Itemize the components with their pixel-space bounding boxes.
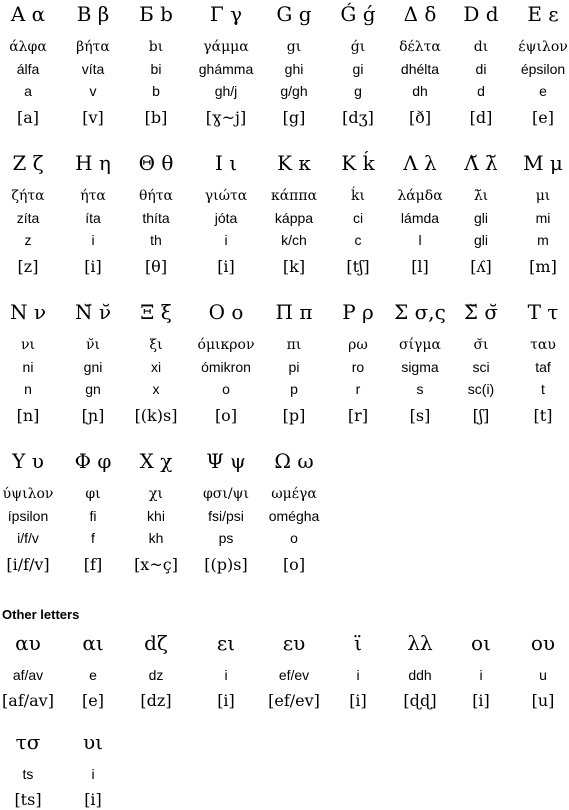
letter-name-latin: fi <box>89 508 97 524</box>
ipa: [g] <box>282 108 306 127</box>
ipa: [ɖɖ] <box>403 691 437 710</box>
ipa: [tʃ] <box>346 257 370 276</box>
letter-name-latin: ómikron <box>201 359 251 375</box>
transliteration: i <box>224 667 228 683</box>
transliteration: sc(i) <box>467 381 495 397</box>
letter-glyph: Ε ε <box>527 2 559 26</box>
ipa: [d] <box>469 108 493 127</box>
ipa: [b] <box>144 108 168 127</box>
ipa: [θ] <box>144 257 168 276</box>
letter-name-latin: álfa <box>16 61 40 77</box>
letter-glyph: Μ μ <box>523 151 563 175</box>
letter-name-latin: ro <box>351 359 365 375</box>
letter-name-latin: omégha <box>268 508 320 524</box>
letter-glyph: Κ κ <box>277 151 311 175</box>
transliteration: gh/j <box>214 83 238 99</box>
ipa: [e] <box>532 108 554 127</box>
letter-glyph: Λ̆ λ̆ <box>464 151 498 175</box>
ipa: [i] <box>84 790 102 809</box>
transliteration: ef/ev <box>278 667 310 683</box>
letter-name-latin: xi <box>150 359 162 375</box>
transliteration: b <box>152 83 160 99</box>
digraph-glyph: λλ <box>407 631 433 655</box>
transliteration: e <box>89 667 97 683</box>
letter-name-greek: ξι <box>149 337 163 353</box>
ipa: [i] <box>217 691 235 710</box>
ipa: [k] <box>282 257 306 276</box>
ipa: [dz] <box>140 691 172 710</box>
letter-name-greek: ǵι <box>350 39 366 55</box>
digraph-glyph: dζ <box>144 631 168 655</box>
letter-glyph: Λ λ <box>403 151 437 175</box>
transliteration: ddh <box>408 667 432 683</box>
transliteration: i <box>91 766 95 782</box>
letter-name-greek: λάμδα <box>397 188 443 204</box>
ipa: [(k)s] <box>134 406 178 425</box>
digraph-glyph: τσ <box>15 730 41 754</box>
ipa: [m] <box>529 257 557 276</box>
transliteration: i <box>479 667 483 683</box>
letter-name-greek: bι <box>148 39 164 55</box>
letter-name-latin: jóta <box>214 210 238 226</box>
letter-name-latin: di <box>475 61 487 77</box>
letter-name-latin: ghámma <box>198 61 254 77</box>
letter-name-latin: bi <box>150 61 162 77</box>
transliteration: dz <box>148 667 164 683</box>
letter-glyph: D d <box>463 2 499 26</box>
transliteration: z <box>24 232 32 248</box>
letter-name-greek: φσι/ψι <box>202 486 250 502</box>
ipa: [a] <box>16 108 40 127</box>
letter-name-latin: ni <box>22 359 34 375</box>
ipa: [i] <box>84 257 102 276</box>
letter-name-latin: lámda <box>400 210 440 226</box>
transliteration: kh <box>148 530 164 546</box>
letter-name-greek: dι <box>473 39 489 55</box>
ipa: [t] <box>533 406 553 425</box>
letter-name-latin: thíta <box>142 210 170 226</box>
letter-name-greek: γάμμα <box>203 39 249 55</box>
digraph-glyph: υι <box>83 730 103 754</box>
letter-glyph: Ι ι <box>214 151 238 175</box>
letter-name-greek: ν̆ι <box>86 337 100 353</box>
transliteration: t <box>541 381 545 397</box>
letter-glyph: Κ ḱ <box>341 151 375 175</box>
ipa: [(p)s] <box>204 555 248 574</box>
letter-glyph: Θ θ <box>138 151 174 175</box>
letter-name-greek: ταυ <box>530 337 556 353</box>
letter-glyph: Ω ω <box>274 449 314 473</box>
letter-name-latin: sci <box>472 359 490 375</box>
letter-name-greek: όμικρον <box>197 337 255 353</box>
transliteration: p <box>290 381 298 397</box>
digraph-glyph: οι <box>471 631 491 655</box>
letter-glyph: Ξ ξ <box>140 300 172 324</box>
ipa: [u] <box>531 691 555 710</box>
letter-name-greek: ύψιλον <box>2 486 54 502</box>
ipa: [s] <box>409 406 431 425</box>
transliteration: o <box>222 381 230 397</box>
transliteration: d <box>477 83 485 99</box>
transliteration: l <box>418 232 422 248</box>
letter-name-greek: σ̆ι <box>473 337 489 353</box>
ipa: [ɣ~j] <box>205 108 247 127</box>
transliteration: s <box>416 381 424 397</box>
ipa: [ef/ev] <box>268 691 320 710</box>
ipa: [ts] <box>14 790 42 809</box>
transliteration: af/av <box>12 667 44 683</box>
letter-name-greek: ζήτα <box>11 188 45 204</box>
letter-glyph: Υ υ <box>12 449 44 473</box>
transliteration: dh <box>412 83 428 99</box>
transliteration: k/ch <box>281 232 307 248</box>
letter-name-latin: taf <box>535 359 551 375</box>
letter-glyph: Χ χ <box>139 449 173 473</box>
transliteration: g <box>354 83 362 99</box>
transliteration: f <box>91 530 95 546</box>
ipa: [ð] <box>408 108 432 127</box>
letter-name-greek: σίγμα <box>399 337 441 353</box>
letter-glyph: Τ τ <box>527 300 559 324</box>
letter-name-greek: gι <box>286 39 302 55</box>
ipa: [i] <box>472 691 490 710</box>
letter-name-latin: ípsilon <box>7 508 49 524</box>
letter-name-greek: άλφα <box>9 39 47 55</box>
letter-glyph: Σ̆ σ̆ <box>463 300 499 324</box>
ipa: [z] <box>17 257 39 276</box>
ipa: [x~ç] <box>134 555 178 574</box>
letter-glyph: Ǵ ǵ <box>340 2 376 26</box>
letter-name-greek: νι <box>21 337 35 353</box>
letter-name-greek: πι <box>286 337 302 353</box>
transliteration: r <box>355 381 361 397</box>
letter-name-greek: φι <box>85 486 101 502</box>
letter-name-latin: mi <box>535 210 551 226</box>
ipa: [af/av] <box>2 691 54 710</box>
letter-name-latin: gni <box>83 359 103 375</box>
ipa: [o] <box>282 555 306 574</box>
letter-name-latin: khi <box>147 508 165 524</box>
ipa: [dʒ] <box>342 108 374 127</box>
letter-name-latin: ci <box>352 210 364 226</box>
digraph-glyph: ου <box>530 631 556 655</box>
transliteration: a <box>24 83 32 99</box>
digraph-glyph: αυ <box>15 631 41 655</box>
letter-name-greek: έψιλον <box>518 39 568 55</box>
ipa: [r] <box>347 406 369 425</box>
letter-glyph: Γ γ <box>209 2 243 26</box>
transliteration: g/gh <box>280 83 308 99</box>
ipa: [ɲ] <box>81 406 105 425</box>
letter-name-latin: sigma <box>401 359 439 375</box>
ipa: [e] <box>82 691 104 710</box>
digraph-glyph: ϊ <box>354 631 362 655</box>
letter-glyph: Π π <box>275 300 313 324</box>
digraph-glyph: αι <box>82 631 104 655</box>
letter-name-latin: fsi/psi <box>208 508 244 524</box>
transliteration: m <box>537 232 549 248</box>
letter-glyph: Σ σ,ς <box>394 300 446 324</box>
letter-name-greek: μι <box>535 188 551 204</box>
ipa: [n] <box>16 406 40 425</box>
ipa: [v] <box>82 108 104 127</box>
letter-name-greek: ḱι <box>351 188 365 204</box>
digraph-glyph: ει <box>216 631 236 655</box>
letter-name-latin: ghi <box>284 61 304 77</box>
transliteration: c <box>354 232 362 248</box>
letter-name-latin: épsilon <box>520 61 566 77</box>
transliteration: th <box>150 232 162 248</box>
transliteration: u <box>539 667 547 683</box>
digraph-glyph: ευ <box>282 631 306 655</box>
letter-glyph: Ν ν <box>9 300 46 324</box>
letter-name-greek: ρω <box>348 337 368 353</box>
letter-name-greek: δέλτα <box>399 39 441 55</box>
letter-glyph: Δ δ <box>403 2 437 26</box>
letter-glyph: Β β <box>76 2 110 26</box>
letter-name-latin: víta <box>81 61 105 77</box>
transliteration: ts <box>22 766 34 782</box>
ipa: [i/f/v] <box>6 555 50 574</box>
letter-name-latin: káppa <box>274 210 314 226</box>
letter-glyph: Η η <box>75 151 111 175</box>
letter-name-greek: ωμέγα <box>271 486 317 502</box>
letter-name-latin: pi <box>288 359 300 375</box>
letter-name-greek: βήτα <box>76 39 110 55</box>
letter-glyph: Ο ο <box>208 300 244 324</box>
letter-glyph: Ζ ζ <box>12 151 44 175</box>
letter-name-latin: íta <box>85 210 101 226</box>
letter-glyph: Б b <box>139 2 173 26</box>
transliteration: gn <box>85 381 101 397</box>
ipa: [i] <box>217 257 235 276</box>
letter-glyph: Ψ ψ <box>206 449 246 473</box>
letter-name-greek: ήτα <box>80 188 106 204</box>
ipa: [f] <box>83 555 103 574</box>
letter-glyph: Α α <box>10 2 46 26</box>
transliteration: i <box>91 232 95 248</box>
letter-name-latin: dhélta <box>400 61 440 77</box>
letter-glyph: G g <box>276 2 312 26</box>
transliteration: e <box>539 83 547 99</box>
ipa: [i] <box>349 691 367 710</box>
letter-glyph: Φ φ <box>74 449 112 473</box>
ipa: [o] <box>214 406 238 425</box>
letter-glyph: Ν̆ ν̆ <box>74 300 111 324</box>
transliteration: i/f/v <box>17 530 39 546</box>
letter-name-greek: γιώτα <box>204 188 248 204</box>
transliteration: i <box>224 232 228 248</box>
letter-name-greek: χι <box>149 486 163 502</box>
transliteration: o <box>290 530 298 546</box>
letter-name-latin: gli <box>473 210 488 226</box>
ipa: [p] <box>282 406 306 425</box>
letter-name-latin: zíta <box>16 210 40 226</box>
transliteration: x <box>152 381 160 397</box>
letter-name-greek: λ̆ι <box>473 188 489 204</box>
ipa: [ʃ] <box>472 406 490 425</box>
letter-name-greek: θήτα <box>138 188 173 204</box>
letter-name-greek: κάππα <box>270 188 318 204</box>
ipa: [l] <box>411 257 429 276</box>
transliteration: v <box>89 83 97 99</box>
letter-name-latin: gi <box>352 61 364 77</box>
transliteration: n <box>24 381 32 397</box>
other-letters-heading: Other letters <box>2 607 80 622</box>
transliteration: gli <box>473 232 488 248</box>
letter-glyph: Ρ ρ <box>342 300 374 324</box>
transliteration: i <box>356 667 360 683</box>
transliteration: ps <box>218 530 234 546</box>
ipa: [ʎ] <box>470 257 492 276</box>
